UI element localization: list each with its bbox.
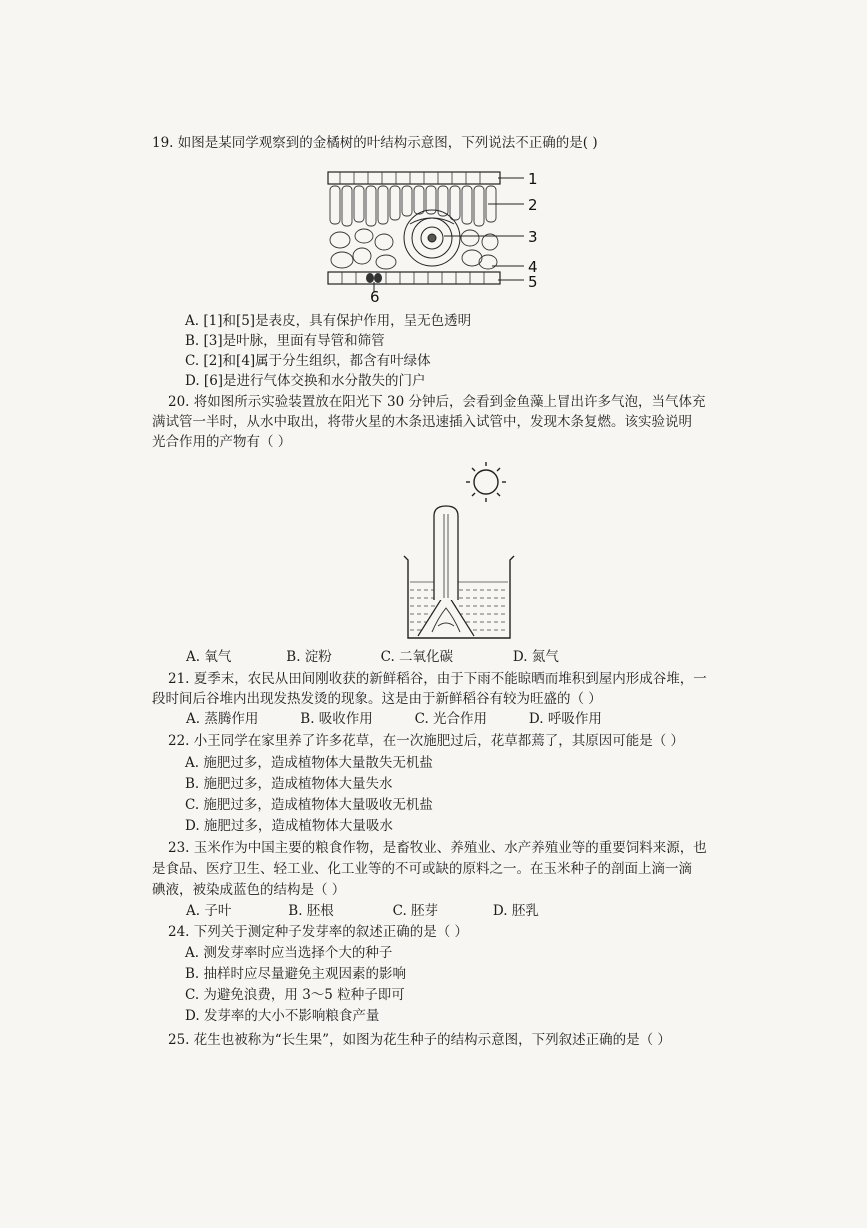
q19-stem: 19. 如图是某同学观察到的金橘树的叶结构示意图，下列说法不正确的是( ) (152, 135, 598, 151)
q21-stem-line-1: 21. 夏季末，农民从田间刚收获的新鲜稻谷，由于下雨不能晾晒而堆积到屋内形成谷堆，一 (168, 671, 707, 687)
leaf-label-1: 1 (528, 170, 538, 188)
leaf-label-3: 3 (528, 228, 538, 246)
q22-option-c: C. 施肥过多，造成植物体大量吸收无机盐 (185, 797, 433, 813)
q20-stem-line-3: 光合作用的产物有（ ） (152, 434, 292, 450)
sun-icon (466, 462, 506, 502)
q24-stem: 24. 下列关于测定种子发芽率的叙述正确的是（ ） (168, 924, 469, 940)
q21-option-a: A. 蒸腾作用 (186, 711, 259, 727)
photosynthesis-apparatus-diagram (398, 458, 528, 643)
q24-option-b: B. 抽样时应尽量避免主观因素的影响 (185, 966, 407, 982)
q22-option-d: D. 施肥过多，造成植物体大量吸水 (185, 818, 393, 834)
q24-option-a: A. 测发芽率时应当选择个大的种子 (185, 945, 393, 961)
q21-option-d: D. 呼吸作用 (528, 711, 602, 727)
q20-option-b: B. 淀粉 (286, 649, 332, 665)
q23-option-d: D. 胚乳 (492, 903, 539, 919)
q23-stem-line-1: 23. 玉米作为中国主要的粮食作物，是畜牧业、养殖业、水产养殖业等的重要饲料来源，也 (168, 840, 707, 856)
q21-option-c: C. 光合作用 (414, 711, 488, 727)
q19-option-c: C. [2]和[4]属于分生组织，都含有叶绿体 (185, 353, 431, 369)
q20-option-c: C. 二氧化碳 (380, 649, 454, 665)
q23-option-a: A. 子叶 (186, 903, 232, 919)
q23-stem-line-3: 碘液，被染成蓝色的结构是（ ） (152, 882, 346, 898)
leaf-label-5: 5 (528, 273, 538, 291)
q19-option-b: B. [3]是叶脉，里面有导管和筛管 (185, 333, 385, 349)
q23-stem-line-2: 是食品、医疗卫生、轻工业、化工业等的不可或缺的原料之一。在玉米种子的剖面上滴一滴 (152, 861, 692, 877)
q20-option-d: D. 氮气 (512, 649, 559, 665)
q21-option-b: B. 吸收作用 (300, 711, 373, 727)
q20-options (186, 648, 559, 666)
q23-option-b: B. 胚根 (288, 903, 334, 919)
leaf-label-6: 6 (370, 288, 380, 303)
q19-option-a: A. [1]和[5]是表皮，具有保护作用，呈无色透明 (185, 313, 472, 329)
q20-stem-line-1: 20. 将如图所示实验装置放在阳光下 30 分钟后，会看到金鱼藻上冒出许多气泡，当气体充 (168, 394, 706, 410)
q24-option-d: D. 发芽率的大小不影响粮食产量 (185, 1008, 380, 1024)
q19-option-d: D. [6]是进行气体交换和水分散失的门户 (185, 373, 426, 389)
q23-options (186, 902, 539, 920)
leaf-structure-diagram (320, 168, 550, 303)
q22-stem: 22. 小王同学在家里养了许多花草，在一次施肥过后，花草都蔫了，其原因可能是（ ） (168, 733, 685, 749)
q22-option-b: B. 施肥过多，造成植物体大量失水 (185, 776, 393, 792)
q21-stem-line-2: 段时间后谷堆内出现发热发烫的现象。这是由于新鲜稻谷有较为旺盛的（ ） (152, 691, 602, 707)
q23-option-c: C. 胚芽 (392, 903, 439, 919)
q24-option-c: C. 为避免浪费，用 3～5 粒种子即可 (185, 987, 405, 1003)
q22-option-a: A. 施肥过多，造成植物体大量散失无机盐 (185, 755, 433, 771)
q25-stem: 25. 花生也被称为“长生果”，如图为花生种子的结构示意图，下列叙述正确的是（ ） (168, 1032, 671, 1048)
q20-option-a: A. 氧气 (186, 649, 232, 665)
leaf-label-2: 2 (528, 196, 538, 214)
q21-options (186, 710, 602, 728)
leaf-label-4: 4 (528, 258, 538, 276)
q20-stem-line-2: 满试管一半时，从水中取出，将带火星的木条迅速插入试管中，发现木条复燃。该实验说明 (152, 414, 692, 430)
